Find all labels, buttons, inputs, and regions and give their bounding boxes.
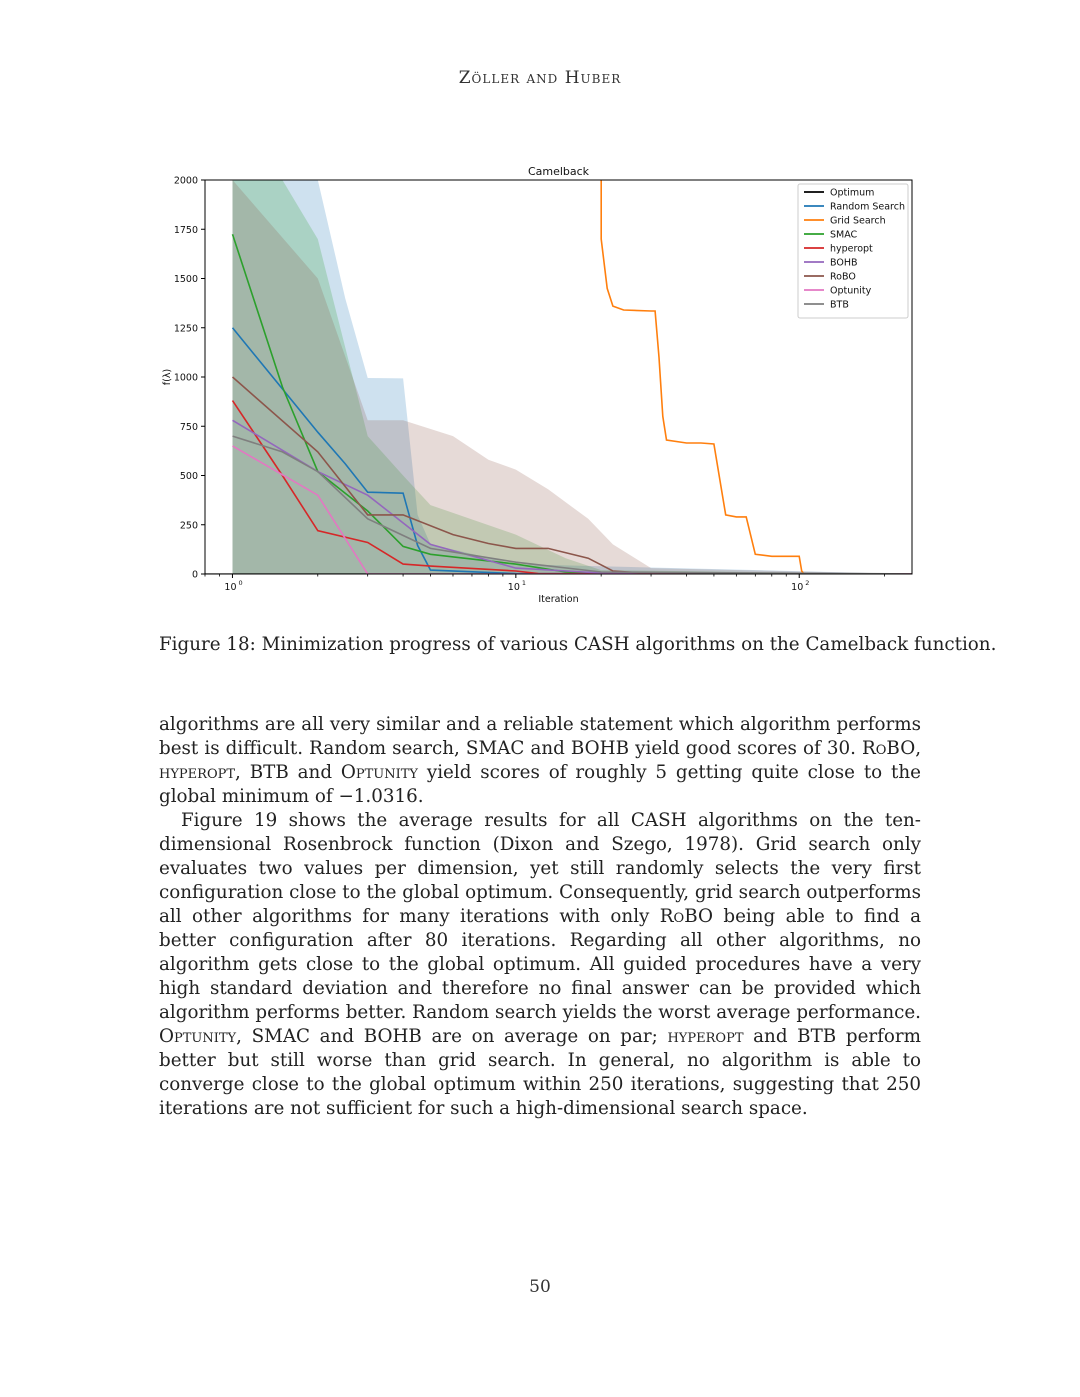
text-run: algorithms are all very similar and a reliable statement which algorithm performs best is difficult. Random search, SMAC and BOHB yield good scores of 30. <box>159 714 921 759</box>
plot-layer <box>162 165 912 605</box>
text-run: yield scores of roughly 5 getting quite close to the global minimum of −1.0316. <box>159 762 921 807</box>
text-run: Figure 19 shows the average results for all CASH algorithms on the ten-dimensional Rosenbrock function (Dixon and Szego, 1978). Grid search only evaluates two values per dimension, yet still randomly selects the very first configuration close to the global optimum. Consequently, grid search outperforms all other algorithms for many iterations with only <box>159 810 921 927</box>
body-text <box>159 713 921 1121</box>
page-number: 50 <box>529 1277 551 1297</box>
smallcaps-run: hyperopt <box>667 1026 744 1047</box>
figure-caption: Figure 18: Minimization progress of various CASH algorithms on the Camelback function. <box>159 634 997 655</box>
legend-entry: BOHB <box>830 257 858 269</box>
x-tick-exponent: 2 <box>805 579 810 587</box>
legend-entry: Random Search <box>830 201 905 213</box>
y-axis-label: f(λ) <box>162 368 173 386</box>
smallcaps-run: RoBO <box>862 738 916 759</box>
y-tick-label: 500 <box>179 471 198 482</box>
x-tick-label: 10 <box>507 582 520 593</box>
y-tick-label: 1000 <box>173 372 198 384</box>
text-run: , SMAC and BOHB are on average on par; <box>236 1026 668 1047</box>
smallcaps-run: hyperopt <box>159 762 236 783</box>
x-tick-label: 10 <box>791 582 804 593</box>
running-header: Zöller and Huber <box>458 68 622 88</box>
y-tick-label: 1500 <box>173 274 198 285</box>
x-tick-label: 10 <box>224 582 237 593</box>
legend-entry: Optimum <box>830 187 875 199</box>
text-run: , <box>915 738 921 759</box>
y-tick-label: 750 <box>179 421 198 433</box>
smallcaps-run: RoBO <box>659 906 713 927</box>
camelback-chart <box>155 160 925 605</box>
legend-entry: SMAC <box>830 229 858 241</box>
smallcaps-run: Optunity <box>340 762 419 783</box>
x-tick-exponent: 0 <box>238 579 243 587</box>
text-run: being able to find a better configuration after 80 iterations. Regarding all other algorithms, no algorithm gets close to the global optimum. All guided procedures have a very high standard deviation and therefore no final answer can be provided which algorithm performs better. Random search yields the worst average performance. <box>159 906 921 1023</box>
legend-entry: BTB <box>830 299 849 311</box>
text-run: and BTB perform better but still worse than grid search. In general, no algorithm is able to converge close to the global optimum within 250 iterations, suggesting that 250 iterations are not sufficient for such a high-dimensional search space. <box>159 1026 921 1119</box>
y-tick-label: 2000 <box>173 175 198 187</box>
y-tick-label: 1750 <box>173 224 198 236</box>
chart-title: Camelback <box>527 165 590 178</box>
legend-entry: RoBO <box>830 271 856 283</box>
x-axis-label: Iteration <box>538 594 579 605</box>
y-tick-label: 1250 <box>173 323 198 335</box>
legend-entry: Optunity <box>830 285 872 297</box>
x-tick-exponent: 1 <box>521 579 526 587</box>
legend-entry: hyperopt <box>830 243 873 255</box>
y-tick-label: 250 <box>179 520 198 532</box>
text-run: , BTB and <box>235 762 341 783</box>
paragraph-2 <box>159 809 921 1121</box>
paragraph-1 <box>159 713 921 809</box>
y-tick-label: 0 <box>191 569 198 581</box>
smallcaps-run: Optunity <box>159 1026 237 1047</box>
legend-entry: Grid Search <box>830 215 886 227</box>
legend <box>798 184 908 318</box>
